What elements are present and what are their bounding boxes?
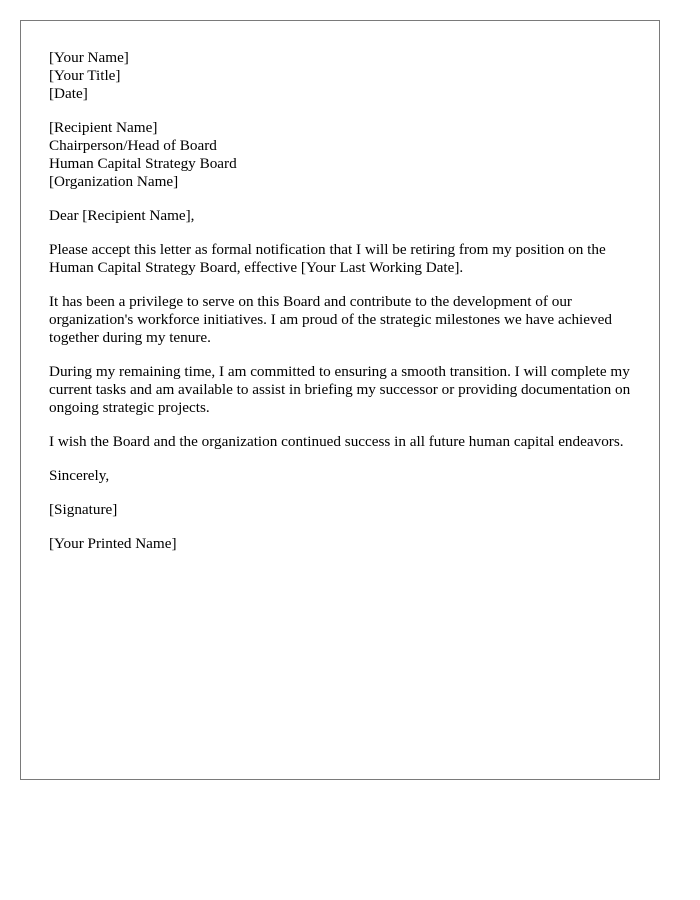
- letter-date: [Date]: [49, 85, 88, 102]
- recipient-block: [49, 119, 639, 191]
- body-paragraph-notification: Please accept this letter as formal notification that I will be retiring from my position on the Human Capital Strategy Board, effective [Your Last Working Date].: [49, 241, 606, 276]
- signature: [Signature]: [49, 501, 118, 518]
- recipient-board: Human Capital Strategy Board: [49, 155, 237, 172]
- letter-page: [20, 20, 660, 780]
- recipient-name: [Recipient Name]: [49, 119, 158, 136]
- letter-content: [49, 49, 639, 569]
- sender-title: [Your Title]: [49, 67, 121, 84]
- sender-name: [Your Name]: [49, 49, 129, 66]
- salutation: Dear [Recipient Name],: [49, 207, 195, 224]
- closing: Sincerely,: [49, 467, 110, 484]
- sender-block: [49, 49, 639, 103]
- body-paragraph-wishes: I wish the Board and the organization continued success in all future human capital endeavors.: [49, 433, 624, 450]
- recipient-organization: [Organization Name]: [49, 173, 179, 190]
- printed-name: [Your Printed Name]: [49, 535, 177, 552]
- recipient-role: Chairperson/Head of Board: [49, 137, 217, 154]
- body-paragraph-transition: During my remaining time, I am committed to ensuring a smooth transition. I will complete my current tasks and am available to assist in briefing my successor or providing documentation on ongoing strategic projects.: [49, 363, 631, 416]
- body-paragraph-privilege: It has been a privilege to serve on this Board and contribute to the development of our organization's workforce initiatives. I am proud of the strategic milestones we have achieved together during my tenure.: [49, 293, 612, 346]
